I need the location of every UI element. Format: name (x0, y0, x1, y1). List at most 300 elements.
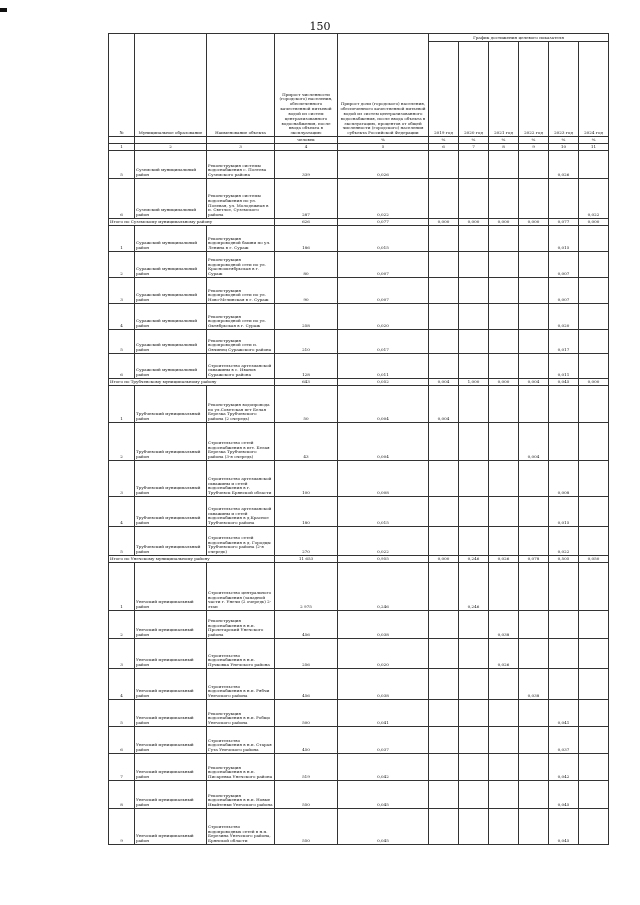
table-row (109, 611, 609, 639)
population-growth: 100 (275, 461, 338, 497)
year-value: 0,045 (549, 379, 579, 386)
year-value (489, 754, 519, 781)
year-value: 0,026 (489, 556, 519, 563)
row-number: 5 (109, 527, 135, 556)
year-value (579, 226, 609, 252)
year-value (519, 151, 549, 179)
district-total-row (109, 556, 609, 563)
year-value: 0,022 (549, 527, 579, 556)
population-growth: 456 (275, 611, 338, 639)
year-value (429, 781, 459, 809)
share-growth: 0,045 (338, 781, 429, 809)
object-name: Строительство центрального водоснабжения (западной части г. Унечи (2 очередь) 2- этап (207, 563, 275, 611)
population-growth: 43 (275, 423, 338, 461)
table-row (109, 754, 609, 781)
object-name: Реконструкция водопроводной сети по ул. Октябрьская в г. Сураж (207, 304, 275, 330)
year-value (489, 386, 519, 423)
year-value: 0,007 (549, 278, 579, 304)
year-value: 0,015 (549, 497, 579, 527)
share-growth: 0,015 (338, 226, 429, 252)
population-growth: 456 (275, 669, 338, 700)
year-value: 0,004 (519, 379, 549, 386)
municipality-name: Трубчевский муниципальный район (135, 527, 207, 556)
municipality-name: Суземский муниципальный район (135, 151, 207, 179)
table-row (109, 809, 609, 845)
row-number: 3 (109, 639, 135, 669)
object-name: Реконструкция водопроводной сети п. Овчинец Суражского района (207, 330, 275, 354)
header-share-growth: Прирост доли (городского) населения, обеспеченного качественной питьевой водой из систем централизованного водоснабжения, после ввода объекта в эксплуатацию, процентов от общей численности (городского) населения субъекта Российской Федерации (338, 34, 429, 137)
population-growth: 180 (275, 497, 338, 527)
row-number: 6 (109, 727, 135, 754)
total-share: 0,077 (338, 219, 429, 226)
share-growth: 0,011 (338, 354, 429, 379)
year-value: 0,007 (549, 252, 579, 278)
header-schedule-title: График достижения целевого показателя (429, 34, 609, 42)
population-growth: 270 (275, 527, 338, 556)
year-value (429, 304, 459, 330)
year-value (459, 278, 489, 304)
year-value: 0,000 (519, 219, 549, 226)
year-value (549, 179, 579, 219)
scan-corner-mark (0, 8, 7, 12)
year-value: 0,041 (549, 700, 579, 727)
units-cell-empty (109, 137, 135, 144)
year-value (489, 669, 519, 700)
header-year: 2023 год (549, 42, 579, 137)
year-value (579, 727, 609, 754)
header-year: 2021 год (489, 42, 519, 137)
row-number: 4 (109, 669, 135, 700)
year-value: 0,042 (549, 754, 579, 781)
year-value (519, 386, 549, 423)
row-number: 1 (109, 226, 135, 252)
municipality-name: Суражский муниципальный район (135, 304, 207, 330)
municipality-name: Суземский муниципальный район (135, 179, 207, 219)
table-row (109, 669, 609, 700)
year-value (519, 179, 549, 219)
year-value (429, 700, 459, 727)
row-number: 4 (109, 304, 135, 330)
unit-cell: % (459, 137, 489, 144)
year-value (549, 563, 579, 611)
year-value (429, 354, 459, 379)
year-value: 0,000 (579, 219, 609, 226)
object-name: Строительство сетей водоснабжения в д. Городцы Трубчевского района (2-я очередь) (207, 527, 275, 556)
population-growth: 128 (275, 354, 338, 379)
year-value (459, 727, 489, 754)
object-name: Реконструкция системы водоснабжения с. Полтева Суземского района (207, 151, 275, 179)
year-value (489, 330, 519, 354)
year-value (519, 461, 549, 497)
object-name: Реконструкция водопроводной сети по ул. Ново-Мглинская в г. Сураж (207, 278, 275, 304)
unit-cell: % (549, 137, 579, 144)
year-value (429, 151, 459, 179)
object-name: Реконструкция водопровода по ул.Советская пгт Белая Березка Трубчевского района (2 очередь) (207, 386, 275, 423)
year-value: 0,045 (549, 781, 579, 809)
year-value (579, 809, 609, 845)
column-number: 1 (109, 144, 135, 151)
year-value (489, 527, 519, 556)
population-growth: 90 (275, 278, 338, 304)
share-growth: 0,004 (338, 386, 429, 423)
population-growth: 50 (275, 386, 338, 423)
share-growth: 0,017 (338, 330, 429, 354)
table-row (109, 563, 609, 611)
table-row (109, 151, 609, 179)
object-name: Реконструкция водоснабжения в н.п. Пролетарский Унечского района (207, 611, 275, 639)
share-growth: 0,026 (338, 151, 429, 179)
share-growth: 0,020 (338, 304, 429, 330)
district-total-title: Итого по Унечскому муниципальному району (109, 556, 275, 563)
year-value (579, 330, 609, 354)
district-total-title: Итого по Трубчевскому муниципальному району (109, 379, 275, 386)
year-value (429, 563, 459, 611)
year-value: 0,505 (549, 556, 579, 563)
municipality-name: Унечский муниципальный район (135, 809, 207, 845)
year-value (519, 354, 549, 379)
share-growth: 0,020 (338, 639, 429, 669)
year-value (489, 304, 519, 330)
share-growth: 0,022 (338, 179, 429, 219)
row-number: 2 (109, 252, 135, 278)
column-number: 11 (579, 144, 609, 151)
year-value: 1,000 (459, 379, 489, 386)
year-value (459, 639, 489, 669)
municipality-name: Трубчевский муниципальный район (135, 497, 207, 527)
year-value (429, 639, 459, 669)
year-value (579, 386, 609, 423)
total-share: 0,955 (338, 556, 429, 563)
municipality-name: Унечский муниципальный район (135, 611, 207, 639)
year-value (429, 179, 459, 219)
municipality-name: Унечский муниципальный район (135, 727, 207, 754)
year-value (579, 781, 609, 809)
year-value: 0,077 (549, 219, 579, 226)
year-value (519, 278, 549, 304)
year-value (459, 330, 489, 354)
object-name: Строительство сетей водоснабжения в пгт. Белая Березка Трубчевского района (3-я очередь) (207, 423, 275, 461)
column-number: 2 (135, 144, 207, 151)
year-value (429, 423, 459, 461)
year-value (459, 252, 489, 278)
row-number: 5 (109, 700, 135, 727)
year-value: 0,004 (519, 423, 549, 461)
year-value (519, 304, 549, 330)
year-value (579, 639, 609, 669)
table-row (109, 727, 609, 754)
year-value: 0,078 (519, 556, 549, 563)
share-growth: 0,041 (338, 700, 429, 727)
year-value: 0,015 (549, 226, 579, 252)
header-year: 2020 год (459, 42, 489, 137)
year-value (489, 809, 519, 845)
year-value: 0,000 (579, 379, 609, 386)
year-value (579, 497, 609, 527)
total-population: 626 (275, 219, 338, 226)
object-name: Строительство водоснабжения в н.п. Пучковка Унечского района (207, 639, 275, 669)
share-growth: 0,246 (338, 563, 429, 611)
units-cell-empty (135, 137, 207, 144)
year-value (459, 611, 489, 639)
unit-cell: % (519, 137, 549, 144)
municipality-name: Унечский муниципальный район (135, 669, 207, 700)
year-value (459, 354, 489, 379)
table-row (109, 226, 609, 252)
unit-cell: % (429, 137, 459, 144)
object-name: Реконструкция водопроводной башни по ул. Ленина в г. Сураж (207, 226, 275, 252)
municipality-name: Суражский муниципальный район (135, 226, 207, 252)
year-value: 0,004 (429, 379, 459, 386)
population-growth: 186 (275, 226, 338, 252)
object-name: Реконструкция водопроводной сети по ул. Краснооктябрьская в г. Сураж (207, 252, 275, 278)
row-number: 9 (109, 809, 135, 845)
row-number: 4 (109, 497, 135, 527)
row-number: 2 (109, 423, 135, 461)
column-number: 10 (549, 144, 579, 151)
table-row (109, 639, 609, 669)
year-value: 0,004 (429, 386, 459, 423)
year-value (549, 611, 579, 639)
total-share: 0,052 (338, 379, 429, 386)
year-value (429, 330, 459, 354)
table-row (109, 781, 609, 809)
year-value (519, 809, 549, 845)
year-value (519, 563, 549, 611)
population-growth: 500 (275, 700, 338, 727)
year-value: 0,045 (549, 809, 579, 845)
year-value (579, 461, 609, 497)
table-row (109, 179, 609, 219)
year-value: 0,017 (549, 330, 579, 354)
year-value (519, 226, 549, 252)
table-row (109, 497, 609, 527)
table-row (109, 423, 609, 461)
column-number: 5 (338, 144, 429, 151)
row-number: 6 (109, 179, 135, 219)
share-growth: 0,045 (338, 809, 429, 845)
population-growth: 80 (275, 252, 338, 278)
unit-cell: % (579, 137, 609, 144)
object-name: Реконструкция водоснабжения в н.п. Робщо Унечского района (207, 700, 275, 727)
header-year: 2019 год (429, 42, 459, 137)
district-total-title: Итого по Суземскому муниципальному району (109, 219, 275, 226)
year-value: 0,050 (579, 556, 609, 563)
population-growth: 450 (275, 727, 338, 754)
row-number: 3 (109, 461, 135, 497)
header-row-schedule (109, 34, 609, 42)
district-total-row (109, 219, 609, 226)
year-value (579, 527, 609, 556)
row-number: 3 (109, 278, 135, 304)
share-growth: 0,042 (338, 754, 429, 781)
population-growth: 339 (275, 151, 338, 179)
year-value (519, 330, 549, 354)
municipality-name: Трубчевский муниципальный район (135, 423, 207, 461)
year-value (459, 781, 489, 809)
header-num: № (109, 34, 135, 137)
page-number: 150 (309, 20, 331, 33)
total-population: 643 (275, 379, 338, 386)
year-value (519, 497, 549, 527)
unit-cell: % (489, 137, 519, 144)
year-value (579, 278, 609, 304)
column-number: 9 (519, 144, 549, 151)
column-number: 4 (275, 144, 338, 151)
year-value (549, 669, 579, 700)
object-name: Строительство артезианской скважины и сетей водоснабжения в д.Красное Трубчевского района (207, 497, 275, 527)
year-value (579, 563, 609, 611)
population-growth: 258 (275, 304, 338, 330)
year-value: 0,011 (549, 354, 579, 379)
population-growth: 287 (275, 179, 338, 219)
year-value: 0,037 (549, 727, 579, 754)
object-name: Строительство водопроводных сетей в н.п. Березина Унечского района, Брянской области (207, 809, 275, 845)
object-name: Реконструкция системы водоснабжения по ул. Полевая, ул. Молодежная в п. Светлое, Суземского района (207, 179, 275, 219)
share-growth: 0,008 (338, 461, 429, 497)
year-value (579, 252, 609, 278)
year-value (549, 423, 579, 461)
unit-cell: человек (275, 137, 338, 144)
municipality-name: Суражский муниципальный район (135, 330, 207, 354)
row-number: 6 (109, 354, 135, 379)
year-value (459, 151, 489, 179)
year-value (429, 252, 459, 278)
table-row (109, 252, 609, 278)
year-value (429, 226, 459, 252)
header-municipality: Муниципальное образование (135, 34, 207, 137)
object-name: Строительство водоснабжения в н.п. Рябчи Унечского района (207, 669, 275, 700)
population-growth: 550 (275, 781, 338, 809)
object-name: Строительство водоснабжения в н.п. Старая Гута Унечского района (207, 727, 275, 754)
share-growth: 0,037 (338, 727, 429, 754)
year-value (519, 252, 549, 278)
municipality-name: Унечский муниципальный район (135, 781, 207, 809)
header-row-units (109, 137, 609, 144)
year-value (489, 563, 519, 611)
year-value (579, 354, 609, 379)
year-value: 0,026 (549, 151, 579, 179)
population-growth: 519 (275, 754, 338, 781)
population-growth: 550 (275, 809, 338, 845)
table-row (109, 304, 609, 330)
year-value (429, 754, 459, 781)
year-value: 0,026 (489, 639, 519, 669)
object-name: Строительство артезианской скважины и сетей водоснабжения в г. Трубчевск Брянской области (207, 461, 275, 497)
municipality-name: Унечский муниципальный район (135, 754, 207, 781)
year-value: 0,020 (549, 304, 579, 330)
year-value (489, 354, 519, 379)
object-name: Реконструкция водоснабжения в н.п. Писаревка Унечского района (207, 754, 275, 781)
year-value (429, 497, 459, 527)
population-growth: 210 (275, 330, 338, 354)
year-value (519, 700, 549, 727)
year-value (459, 386, 489, 423)
year-value (489, 252, 519, 278)
year-value (519, 727, 549, 754)
header-object: Наименование объекта (207, 34, 275, 137)
row-number: 1 (109, 563, 135, 611)
row-number: 5 (109, 151, 135, 179)
row-number: 7 (109, 754, 135, 781)
year-value: 0,000 (429, 219, 459, 226)
municipality-name: Суражский муниципальный район (135, 354, 207, 379)
year-value (429, 611, 459, 639)
year-value (459, 527, 489, 556)
year-value: 0,246 (459, 563, 489, 611)
year-value (429, 461, 459, 497)
year-value (459, 226, 489, 252)
row-number: 8 (109, 781, 135, 809)
year-value (489, 781, 519, 809)
year-value (489, 497, 519, 527)
column-number: 6 (429, 144, 459, 151)
year-value (489, 700, 519, 727)
header-row-column-numbers (109, 144, 609, 151)
year-value (459, 461, 489, 497)
year-value (459, 179, 489, 219)
row-number: 5 (109, 330, 135, 354)
year-value (489, 179, 519, 219)
share-growth: 0,004 (338, 423, 429, 461)
year-value (579, 304, 609, 330)
year-value (579, 423, 609, 461)
year-value (489, 461, 519, 497)
units-cell-empty (207, 137, 275, 144)
share-growth: 0,038 (338, 611, 429, 639)
year-value (549, 386, 579, 423)
year-value (519, 754, 549, 781)
share-growth: 0,007 (338, 278, 429, 304)
year-value (489, 423, 519, 461)
municipality-name: Суражский муниципальный район (135, 278, 207, 304)
table-row (109, 700, 609, 727)
share-growth: 0,038 (338, 669, 429, 700)
year-value (519, 639, 549, 669)
table-row (109, 527, 609, 556)
year-value: 0,022 (579, 179, 609, 219)
year-value: 0,000 (459, 219, 489, 226)
year-value: 0,000 (489, 219, 519, 226)
year-value (579, 669, 609, 700)
year-value: 0,038 (519, 669, 549, 700)
year-value (519, 527, 549, 556)
year-value (459, 304, 489, 330)
row-number: 2 (109, 611, 135, 639)
municipality-name: Унечский муниципальный район (135, 563, 207, 611)
year-value (429, 669, 459, 700)
year-value (489, 151, 519, 179)
year-value (489, 226, 519, 252)
year-value (459, 423, 489, 461)
year-value (429, 727, 459, 754)
year-value (489, 278, 519, 304)
municipality-name: Унечский муниципальный район (135, 639, 207, 669)
year-value (579, 700, 609, 727)
year-value (459, 669, 489, 700)
year-value (459, 754, 489, 781)
year-value (579, 611, 609, 639)
year-value (429, 527, 459, 556)
share-growth: 0,022 (338, 527, 429, 556)
object-name: Реконструкция водоснабжения в н.п. Новые Ивайтенки Унечского района (207, 781, 275, 809)
year-value: 0,038 (489, 611, 519, 639)
district-total-row (109, 379, 609, 386)
total-population: 11 653 (275, 556, 338, 563)
year-value: 0,000 (429, 556, 459, 563)
header-population-growth: Прирост численности (городского) населения, обеспеченного качественной питьевой водой из систем централизованного водоснабжения, после ввода объекта в эксплуатацию (275, 34, 338, 137)
object-name: Строительство артезианской скважины в с. Иванов Суражского района (207, 354, 275, 379)
year-value (579, 151, 609, 179)
